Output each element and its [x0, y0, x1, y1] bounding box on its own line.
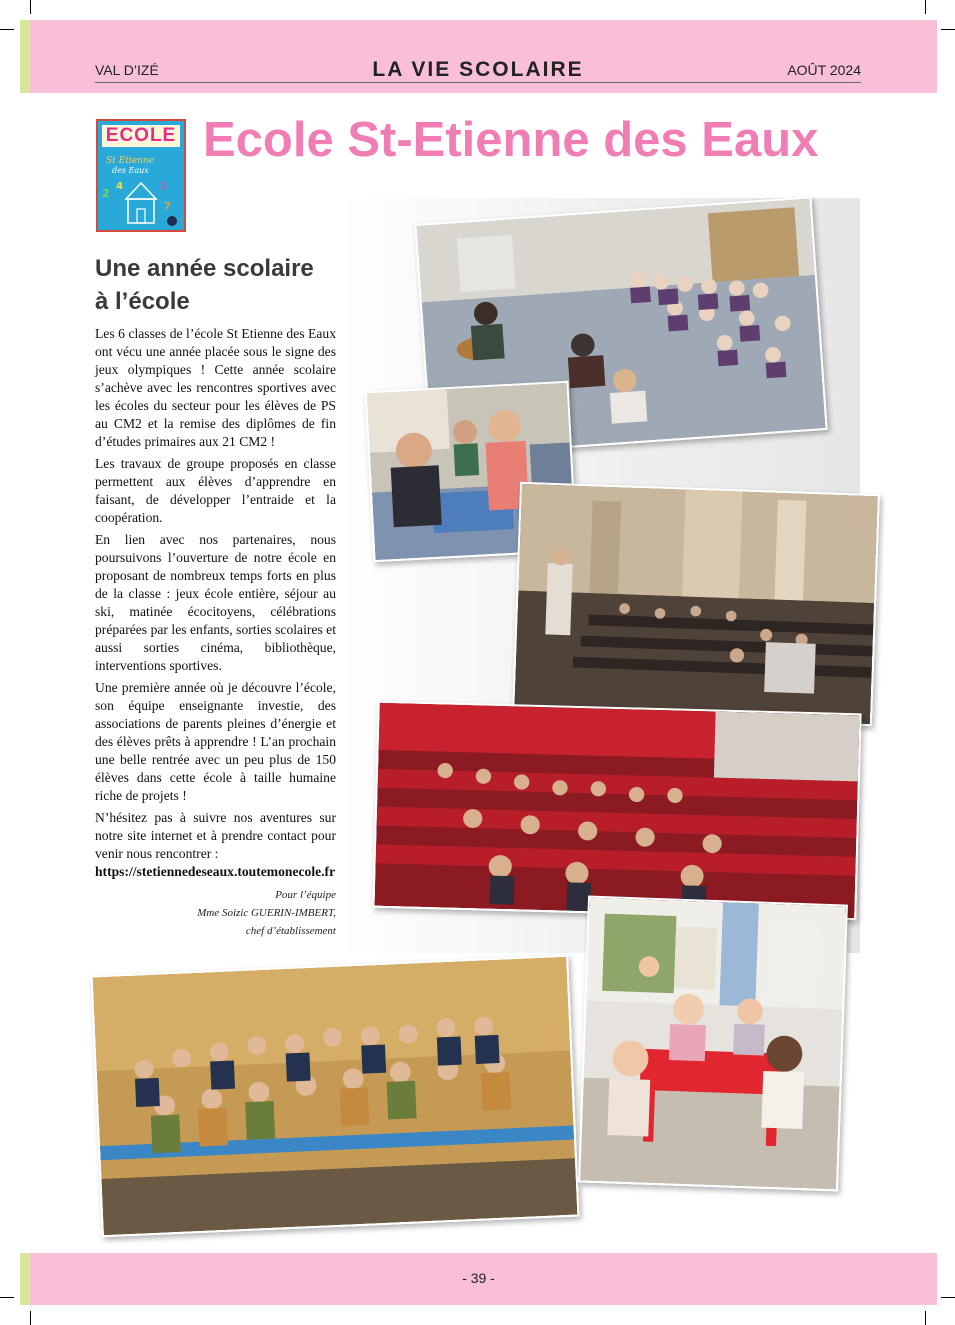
page-title: Ecole St-Etienne des Eaux: [203, 113, 819, 167]
website-link[interactable]: https://stetiennedeseaux.toutemonecole.fr: [95, 864, 336, 879]
crop-mark: [30, 1311, 31, 1325]
article-paragraph: Les 6 classes de l’école St Etienne des Eaux ont vécu une année placée sous le signe des jeux olympiques ! Cette année scolaire s’achève avec les rencontres sportives avec les écoles du secteur pour les élèves de PS au CM2 et la remise des diplômes de fin d’études primaires aux 21 CM2 !: [95, 326, 336, 449]
article-paragraph: Les travaux de groupe proposés en classe permettent aux élèves d’apprendre en faisant, de développer l’entraide et la coopération.: [95, 456, 336, 525]
article-body: [95, 325, 336, 881]
svg-text:7: 7: [164, 201, 171, 212]
signature-role: chef d’établissement: [245, 925, 336, 937]
crop-mark: [941, 1297, 955, 1298]
signature-line: Pour l’équipe: [275, 889, 336, 901]
page-number: - 39 -: [462, 1270, 495, 1286]
article-paragraph: En lien avec nos partenaires, nous poursuivons l’ouverture de notre école en proposant de nombreux temps forts en plus de la classe : jeux école entière, séjour au ski, matinée écocitoyens, célébrations préparées par les enfants, sorties scolaires et aussi sorties cinéma, bibliothèque, interventions sportives.: [95, 532, 336, 673]
signature-name: Mme Soizic GUERIN-IMBERT,: [197, 907, 336, 919]
svg-text:St Etienne: St Etienne: [106, 156, 154, 166]
article-paragraph: Une première année où je découvre l’école, son équipe enseignante investie, des associations de parents pleines d’énergie et des élèves prêts à apprendre ! L’an prochain une belle rentrée avec un peu plus de 150 élèves dans cette école à taille humaine riche de projets !: [95, 680, 336, 803]
crop-mark: [30, 0, 31, 14]
crop-mark: [925, 0, 926, 14]
page-header: [95, 58, 861, 83]
article-subheading: [95, 252, 335, 318]
footer-band: [20, 1253, 937, 1305]
footer-accent-strip: [20, 1253, 30, 1305]
crop-mark: [0, 29, 14, 30]
photo-kindergarten-play: [578, 896, 848, 1192]
subheading-line-2: à l’école: [95, 288, 190, 315]
svg-text:4: 4: [116, 181, 123, 192]
header-date: AOÛT 2024: [787, 62, 861, 78]
header-town: VAL D’IZÉ: [95, 62, 159, 78]
header-accent-strip: [20, 20, 30, 93]
photo-sports-group: [91, 955, 580, 1238]
school-logo: [96, 119, 186, 232]
svg-text:des Eaux: des Eaux: [112, 166, 149, 175]
logo-drawing: [98, 149, 184, 229]
article-paragraph: N’hésitez pas à suivre nos aventures sur notre site internet et à prendre contact pour venir nous rencontrer :: [95, 810, 336, 861]
svg-text:1: 1: [160, 181, 167, 192]
crop-mark: [925, 1311, 926, 1325]
svg-text:2: 2: [102, 187, 110, 200]
signature-block: [95, 886, 336, 940]
subheading-line-1: Une année scolaire: [95, 255, 314, 282]
crop-mark: [0, 1297, 14, 1298]
photo-cinema-outing: [372, 701, 861, 921]
crop-mark: [941, 29, 955, 30]
header-section-title: LA VIE SCOLAIRE: [372, 58, 584, 81]
logo-word: ECOLE: [102, 125, 180, 147]
photo-church-celebration: [512, 482, 880, 726]
